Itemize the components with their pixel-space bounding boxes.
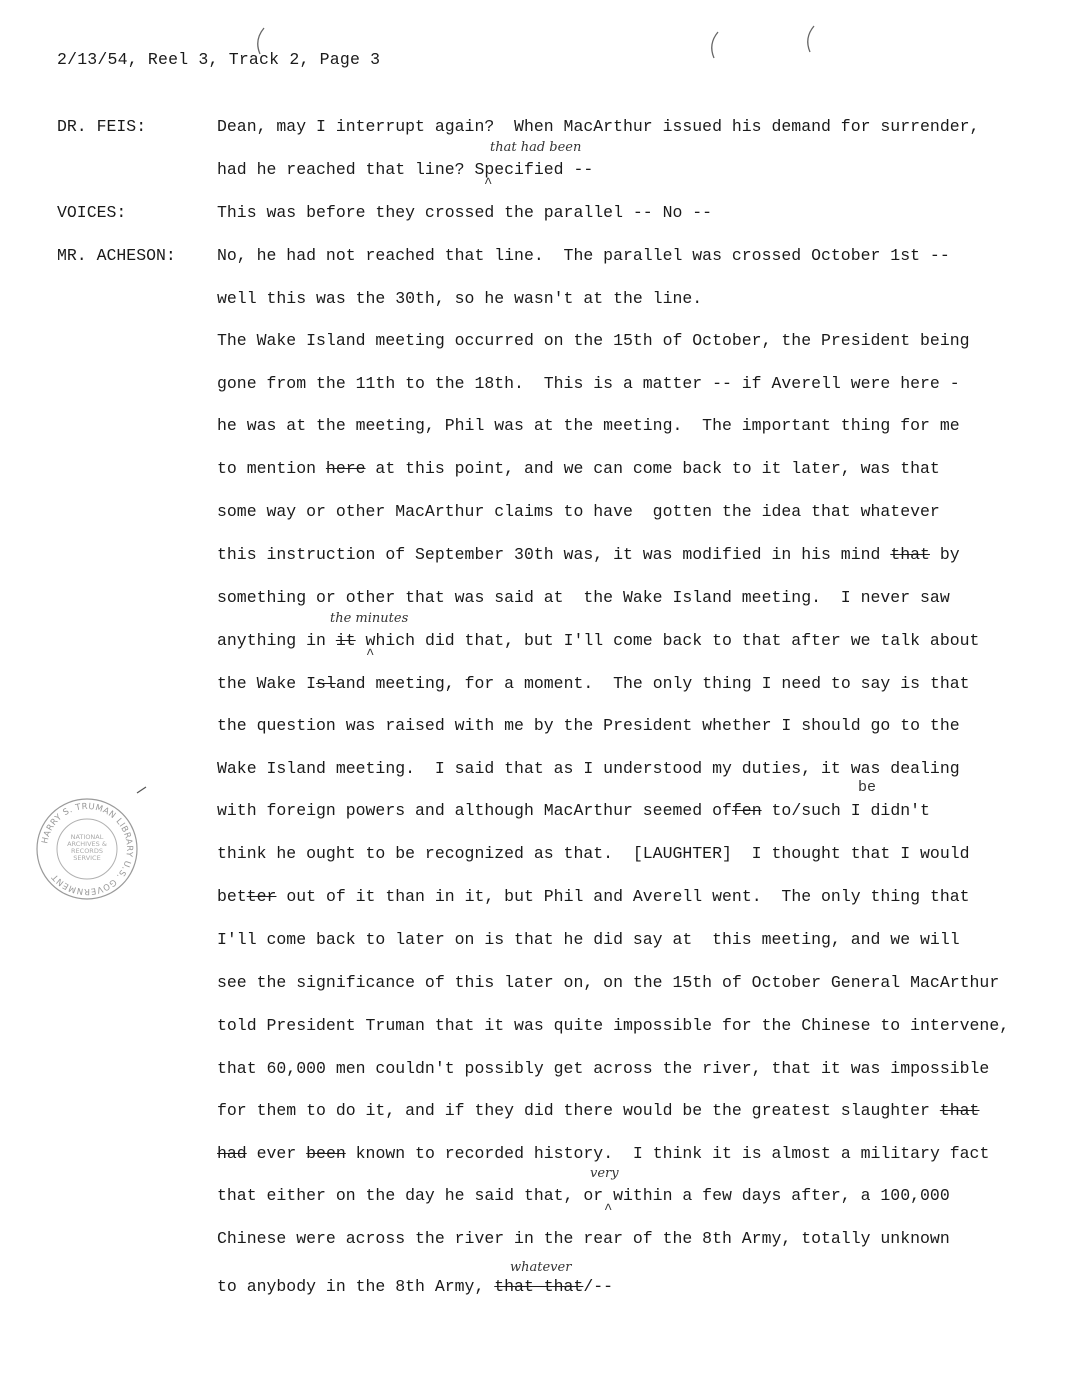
transcript-line-3: This was before they crossed the parallel -- No --: [217, 203, 713, 222]
text-segment: known to recorded history. I think it is almost a military fact: [345, 1144, 990, 1163]
transcript-line-27: Chinese were across the river in the rear of the 8th Army, totally unknown: [217, 1229, 950, 1248]
caret-mark-3: ^: [604, 1202, 613, 1218]
struck-word-it: it: [335, 631, 356, 650]
handwritten-insert-the-minutes: the minutes: [330, 611, 409, 626]
struck-word-had: had: [217, 1144, 247, 1163]
speaker-acheson: MR. ACHESON:: [57, 246, 176, 265]
transcript-line-8: he was at the meeting, Phil was at the meeting. The important thing for me: [217, 416, 960, 435]
transcript-line-28: [217, 1277, 613, 1296]
transcript-line-2: had he reached that line? Specified --: [217, 160, 594, 179]
struck-scribble: that that: [494, 1277, 584, 1296]
text-segment: for them to do it, and if they did there would be the greatest slaughter: [217, 1101, 940, 1120]
speaker-voices: VOICES:: [57, 203, 127, 222]
handwritten-insert-that-had-been: that had been: [490, 140, 582, 155]
margin-mark-2: [704, 30, 724, 60]
transcript-line-6: The Wake Island meeting occurred on the 15th of October, the President being: [217, 331, 970, 350]
transcript-line-5: well this was the 30th, so he wasn't at the line.: [217, 289, 703, 308]
handwritten-insert-very: very: [590, 1166, 619, 1181]
transcript-line-9: [217, 459, 940, 478]
text-segment: this instruction of September 30th was, it was modified in his mind: [217, 545, 891, 564]
struck-word-that: that: [890, 545, 930, 564]
caret-mark-2: ^: [366, 647, 375, 663]
struck-letters: ter: [246, 887, 277, 906]
transcript-line-12: something or other that was said at the Wake Island meeting. I never saw: [217, 588, 950, 607]
corrected-letters: sl: [316, 674, 336, 693]
transcript-line-22: told President Truman that it was quite impossible for the Chinese to intervene,: [217, 1016, 1010, 1035]
transcript-line-13: [217, 631, 979, 650]
transcript-line-7: gone from the 11th to the 18th. This is a matter -- if Averell were here -: [217, 374, 960, 393]
transcript-line-15: the question was raised with me by the President whether I should go to the: [217, 716, 960, 735]
margin-tick: [136, 785, 148, 795]
text-segment: at this point, and we can come back to it later, was that: [365, 459, 940, 478]
transcript-line-21: see the significance of this later on, on the 15th of October General MacArthur: [217, 973, 1000, 992]
text-segment: to mention: [217, 459, 326, 478]
text-segment: to anybody in the 8th Army,: [217, 1277, 495, 1296]
transcript-line-25: [217, 1144, 989, 1163]
struck-word-been: been: [306, 1144, 346, 1163]
text-segment: bet: [217, 887, 247, 906]
transcript-line-11: [217, 545, 960, 564]
stamp-center-text: NATIONAL ARCHIVES & RECORDS SERVICE: [67, 834, 107, 862]
text-segment: to/such I didn't: [761, 801, 930, 820]
transcript-line-16: Wake Island meeting. I said that as I understood my duties, it was dealing: [217, 759, 960, 778]
transcript-line-1: Dean, may I interrupt again? When MacArthur issued his demand for surrender,: [217, 117, 980, 136]
struck-word-here: here: [325, 459, 366, 478]
page-header: 2/13/54, Reel 3, Track 2, Page 3: [57, 50, 381, 69]
transcript-line-10: some way or other MacArthur claims to have gotten the idea that whatever: [217, 502, 940, 521]
transcript-line-26: that either on the day he said that, or within a few days after, a 100,000: [217, 1186, 950, 1205]
stamp-ring-text: HARRY S. TRUMAN LIBRARY U.S. GOVERNMENT: [40, 801, 135, 897]
text-segment: anything in: [217, 631, 336, 650]
margin-mark-3: [800, 24, 820, 54]
struck-word-that: that: [939, 1101, 980, 1120]
transcript-line-24: [217, 1101, 979, 1120]
transcript-line-14: [217, 674, 970, 693]
text-segment: by: [929, 545, 960, 564]
caret-mark-1: ^: [484, 176, 493, 192]
typed-insert-be: be: [858, 779, 877, 796]
text-segment: /--: [583, 1277, 614, 1296]
text-segment: and meeting, for a moment. The only thing I need to say is that: [335, 674, 970, 693]
transcript-line-20: I'll come back to later on is that he did say at this meeting, and we will: [217, 930, 960, 949]
handwritten-insert-whatever: whatever: [510, 1260, 572, 1275]
transcript-line-17: [217, 801, 930, 820]
text-segment: out of it than in it, but Phil and Averell went. The only thing that: [276, 887, 970, 906]
transcript-line-23: that 60,000 men couldn't possibly get across the river, that it was impossible: [217, 1059, 990, 1078]
transcript-line-18: think he ought to be recognized as that. [LAUGHTER] I thought that I would: [217, 844, 970, 863]
transcript-line-19: [217, 887, 970, 906]
text-segment: the Wake I: [217, 674, 317, 693]
library-stamp: [34, 796, 140, 902]
text-segment: which did that, but I'll come back to that after we talk about: [355, 631, 980, 650]
transcript-line-4: No, he had not reached that line. The parallel was crossed October 1st --: [217, 246, 950, 265]
struck-letters: fen: [731, 801, 762, 820]
text-segment: ever: [246, 1144, 307, 1163]
speaker-feis: DR. FEIS:: [57, 117, 147, 136]
text-segment: with foreign powers and although MacArthur seemed of: [217, 801, 732, 820]
